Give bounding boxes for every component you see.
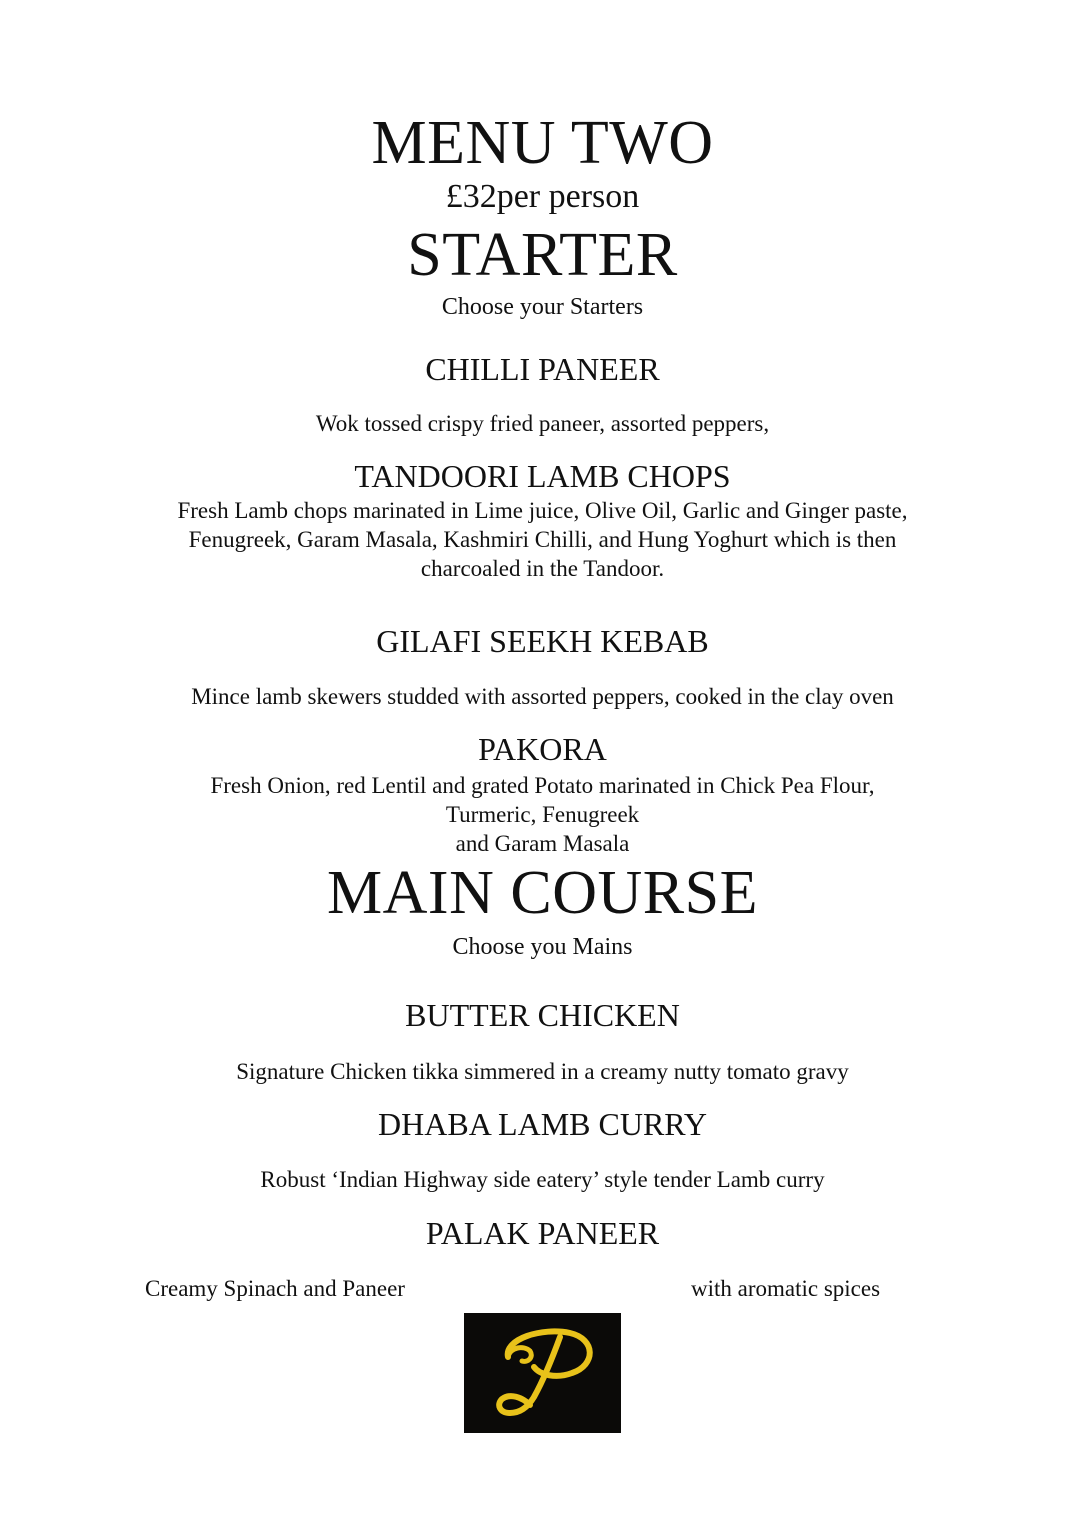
dish-name-gilafi-seekh-kebab: GILAFI SEEKH KEBAB [376, 623, 709, 659]
starter-heading: STARTER [407, 221, 678, 289]
dish-description-butter-chicken: Signature Chicken tikka simmered in a creamy nutty tomato gravy [236, 1059, 849, 1084]
description-line: charcoaled in the Tandoor. [420, 556, 665, 581]
description-line: and Garam Masala [455, 831, 630, 856]
description-line: Fresh Lamb chops marinated in Lime juice, Olive Oil, Garlic and Ginger paste, [177, 498, 908, 523]
menu-price: £32per person [445, 178, 640, 215]
dish-name-chilli-paneer: CHILLI PANEER [425, 351, 660, 387]
restaurant-logo [464, 1313, 621, 1433]
dish-name-tandoori-lamb-chops: TANDOORI LAMB CHOPS [354, 458, 731, 494]
main-course-heading: MAIN COURSE [327, 859, 758, 927]
dish-description-pakora [0, 771, 1085, 858]
script-p-logo-icon [464, 1313, 621, 1433]
description-line: Fresh Onion, red Lentil and grated Potato marinated in Chick Pea Flour, [210, 773, 875, 798]
description-line: Turmeric, Fenugreek [445, 802, 640, 827]
dish-description-chilli-paneer: Wok tossed crispy fried paneer, assorted peppers, [315, 411, 770, 436]
main-course-subheading: Choose you Mains [452, 934, 633, 960]
dish-name-dhaba-lamb-curry: DHABA LAMB CURRY [378, 1106, 707, 1142]
description-line: Fenugreek, Garam Masala, Kashmiri Chilli, and Hung Yoghurt which is then [188, 527, 897, 552]
dish-description-tandoori-lamb-chops [0, 496, 1085, 583]
dish-description-palak-paneer-continued: with aromatic spices [691, 1276, 881, 1301]
dish-name-palak-paneer: PALAK PANEER [425, 1215, 660, 1251]
dish-name-pakora: PAKORA [478, 731, 607, 767]
dish-description-gilafi-seekh-kebab: Mince lamb skewers studded with assorted peppers, cooked in the clay oven [191, 684, 894, 709]
dish-description-dhaba-lamb-curry: Robust ‘Indian Highway side eatery’ style tender Lamb curry [260, 1167, 825, 1192]
starter-subheading: Choose your Starters [441, 294, 644, 320]
dish-name-butter-chicken: BUTTER CHICKEN [405, 997, 680, 1033]
dish-description-palak-paneer: Creamy Spinach and Paneer [145, 1276, 405, 1301]
menu-title: MENU TWO [371, 109, 714, 177]
